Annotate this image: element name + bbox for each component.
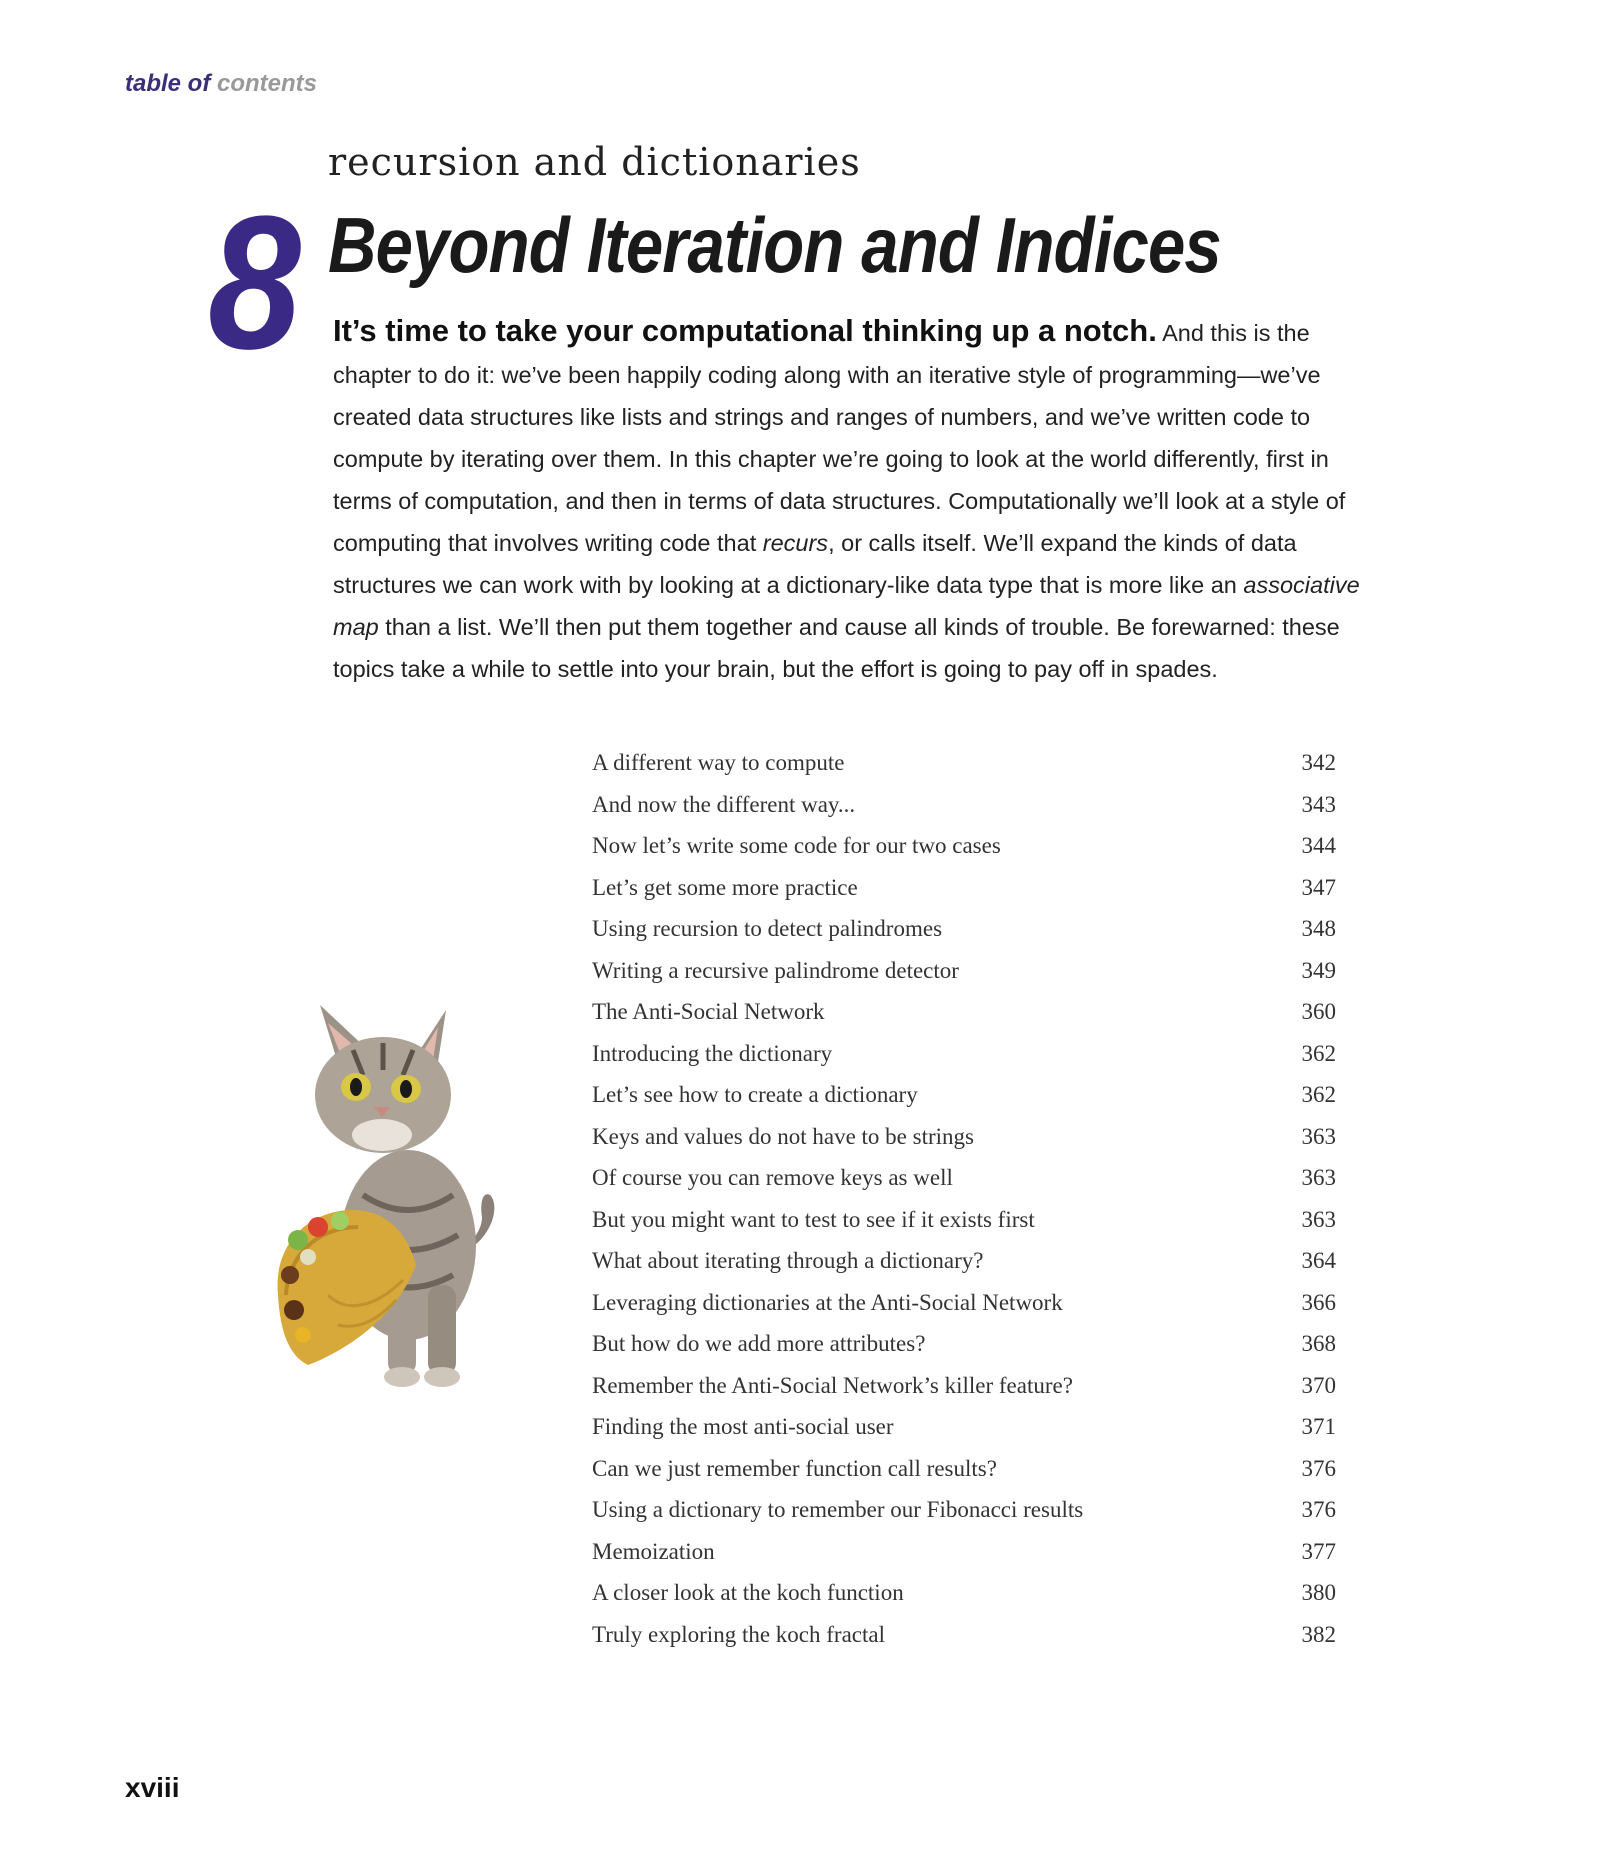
toc-entry-page: 360 xyxy=(1301,999,1336,1024)
toc-entry[interactable] xyxy=(592,1331,1336,1373)
toc-entry-page: 348 xyxy=(1301,916,1336,941)
toc-entry[interactable] xyxy=(592,792,1336,834)
toc-entry-title: Remember the Anti-Social Network’s killer feature? xyxy=(592,1372,1073,1398)
toc-entry-page: 362 xyxy=(1301,1082,1336,1107)
toc-entry[interactable] xyxy=(592,1290,1336,1332)
toc-entry[interactable] xyxy=(592,1622,1336,1664)
toc-entry[interactable] xyxy=(592,1248,1336,1290)
toc-entry-title: Introducing the dictionary xyxy=(592,1040,833,1066)
toc-entry[interactable] xyxy=(592,1124,1336,1166)
toc-list xyxy=(592,750,1336,1663)
toc-entry-title: Can we just remember function call results? xyxy=(592,1455,997,1481)
intro-body-1: And this is the chapter to do it: we’ve been happily coding along with an iterative style of programming—we’ve created data structures like lists and strings and ranges of numbers, and we’ve written code to compute by iterating over them. In this chapter we’re going to look at the world differently, first in terms of computation, and then in terms of data structures. Computationally we’ll look at a style of computing that involves writing code that xyxy=(333,320,1346,556)
toc-entry-page: 377 xyxy=(1301,1538,1336,1564)
toc-entry[interactable] xyxy=(592,958,1336,1000)
toc-entry-title: Using a dictionary to remember our Fibonacci results xyxy=(592,1497,1084,1522)
toc-entry-title: A closer look at the koch function xyxy=(592,1580,904,1605)
toc-entry-page: 371 xyxy=(1301,1414,1336,1439)
toc-entry[interactable] xyxy=(592,916,1336,958)
chapter-number: 8 xyxy=(208,177,301,389)
toc-entry-page: 363 xyxy=(1301,1165,1336,1190)
toc-entry-title: Truly exploring the koch fractal xyxy=(592,1621,885,1647)
toc-entry[interactable] xyxy=(592,750,1336,792)
intro-em-recurs: recurs xyxy=(762,530,829,556)
toc-entry-title: Memoization xyxy=(592,1538,715,1564)
page-number: xviii xyxy=(125,1772,180,1803)
toc-entry-page: 344 xyxy=(1301,833,1336,858)
toc-entry-title: Writing a recursive palindrome detector xyxy=(592,957,959,983)
toc-entry-title: Let’s see how to create a dictionary xyxy=(592,1082,918,1107)
toc-entry-title: Now let’s write some code for our two cases xyxy=(592,833,1001,858)
toc-entry[interactable] xyxy=(592,999,1336,1041)
toc-entry-title: But how do we add more attributes? xyxy=(592,1331,926,1356)
toc-entry-page: 382 xyxy=(1301,1621,1336,1647)
toc-entry-title: And now the different way... xyxy=(592,791,856,817)
toc-entry[interactable] xyxy=(592,1207,1336,1249)
intro-em-associative-map: associative map xyxy=(333,572,1360,640)
intro-lead: It’s time to take your computational thinking up a notch. xyxy=(333,313,1157,348)
toc-entry-page: 368 xyxy=(1301,1331,1336,1356)
chapter-intro xyxy=(333,310,1373,690)
intro-body-3: than a list. We’ll then put them together and cause all kinds of trouble. Be forewarned: these topics take a while to settle into your brain, but the effort is going to pay off in spades. xyxy=(333,614,1340,682)
toc-entry-page: 370 xyxy=(1301,1372,1336,1398)
toc-entry[interactable] xyxy=(592,1082,1336,1124)
toc-entry-page: 366 xyxy=(1301,1289,1336,1315)
toc-entry-title: Keys and values do not have to be strings xyxy=(592,1123,974,1149)
toc-entry-page: 363 xyxy=(1301,1206,1336,1232)
toc-entry-page: 349 xyxy=(1301,957,1336,983)
toc-entry-title: Using recursion to detect palindromes xyxy=(592,916,943,941)
chapter-subtitle: recursion and dictionaries xyxy=(328,140,861,184)
toc-entry-title: Leveraging dictionaries at the Anti-Social Network xyxy=(592,1289,1063,1315)
toc-entry[interactable] xyxy=(592,1414,1336,1456)
toc-entry[interactable] xyxy=(592,1041,1336,1083)
toc-entry-page: 343 xyxy=(1301,791,1336,817)
running-head-contents: contents xyxy=(217,70,318,97)
toc-entry-page: 363 xyxy=(1301,1123,1336,1149)
toc-entry-title: A different way to compute xyxy=(592,750,845,775)
intro-body-2: , or calls itself. We’ll expand the kinds of data structures we can work with by looking at a dictionary-like data type that is more like an xyxy=(333,530,1297,598)
toc-entry-title: Finding the most anti-social user xyxy=(592,1414,894,1439)
toc-entry[interactable] xyxy=(592,1497,1336,1539)
toc-entry-title: What about iterating through a dictionary? xyxy=(592,1248,984,1273)
toc-entry-page: 362 xyxy=(1301,1040,1336,1066)
toc-entry[interactable] xyxy=(592,1373,1336,1415)
toc-entry-title: But you might want to test to see if it exists first xyxy=(592,1206,1035,1232)
toc-entry[interactable] xyxy=(592,875,1336,917)
toc-entry-page: 376 xyxy=(1301,1455,1336,1481)
toc-entry-title: Let’s get some more practice xyxy=(592,874,858,900)
chapter-title: Beyond Iteration and Indices xyxy=(328,201,1221,289)
toc-entry-page: 380 xyxy=(1301,1580,1336,1605)
running-head xyxy=(125,70,317,98)
toc-entry[interactable] xyxy=(592,1456,1336,1498)
toc-entry[interactable] xyxy=(592,1539,1336,1581)
toc-entry-page: 342 xyxy=(1301,750,1336,775)
toc-entry[interactable] xyxy=(592,833,1336,875)
cat-with-taco-illustration xyxy=(268,995,540,1395)
toc-entry[interactable] xyxy=(592,1580,1336,1622)
toc-entry-page: 376 xyxy=(1301,1497,1336,1522)
toc-entry-title: The Anti-Social Network xyxy=(592,999,825,1024)
toc-entry-title: Of course you can remove keys as well xyxy=(592,1165,953,1190)
running-head-table-of: table of xyxy=(125,70,211,97)
toc-entry-page: 347 xyxy=(1301,874,1336,900)
toc-entry[interactable] xyxy=(592,1165,1336,1207)
toc-entry-page: 364 xyxy=(1301,1248,1336,1273)
